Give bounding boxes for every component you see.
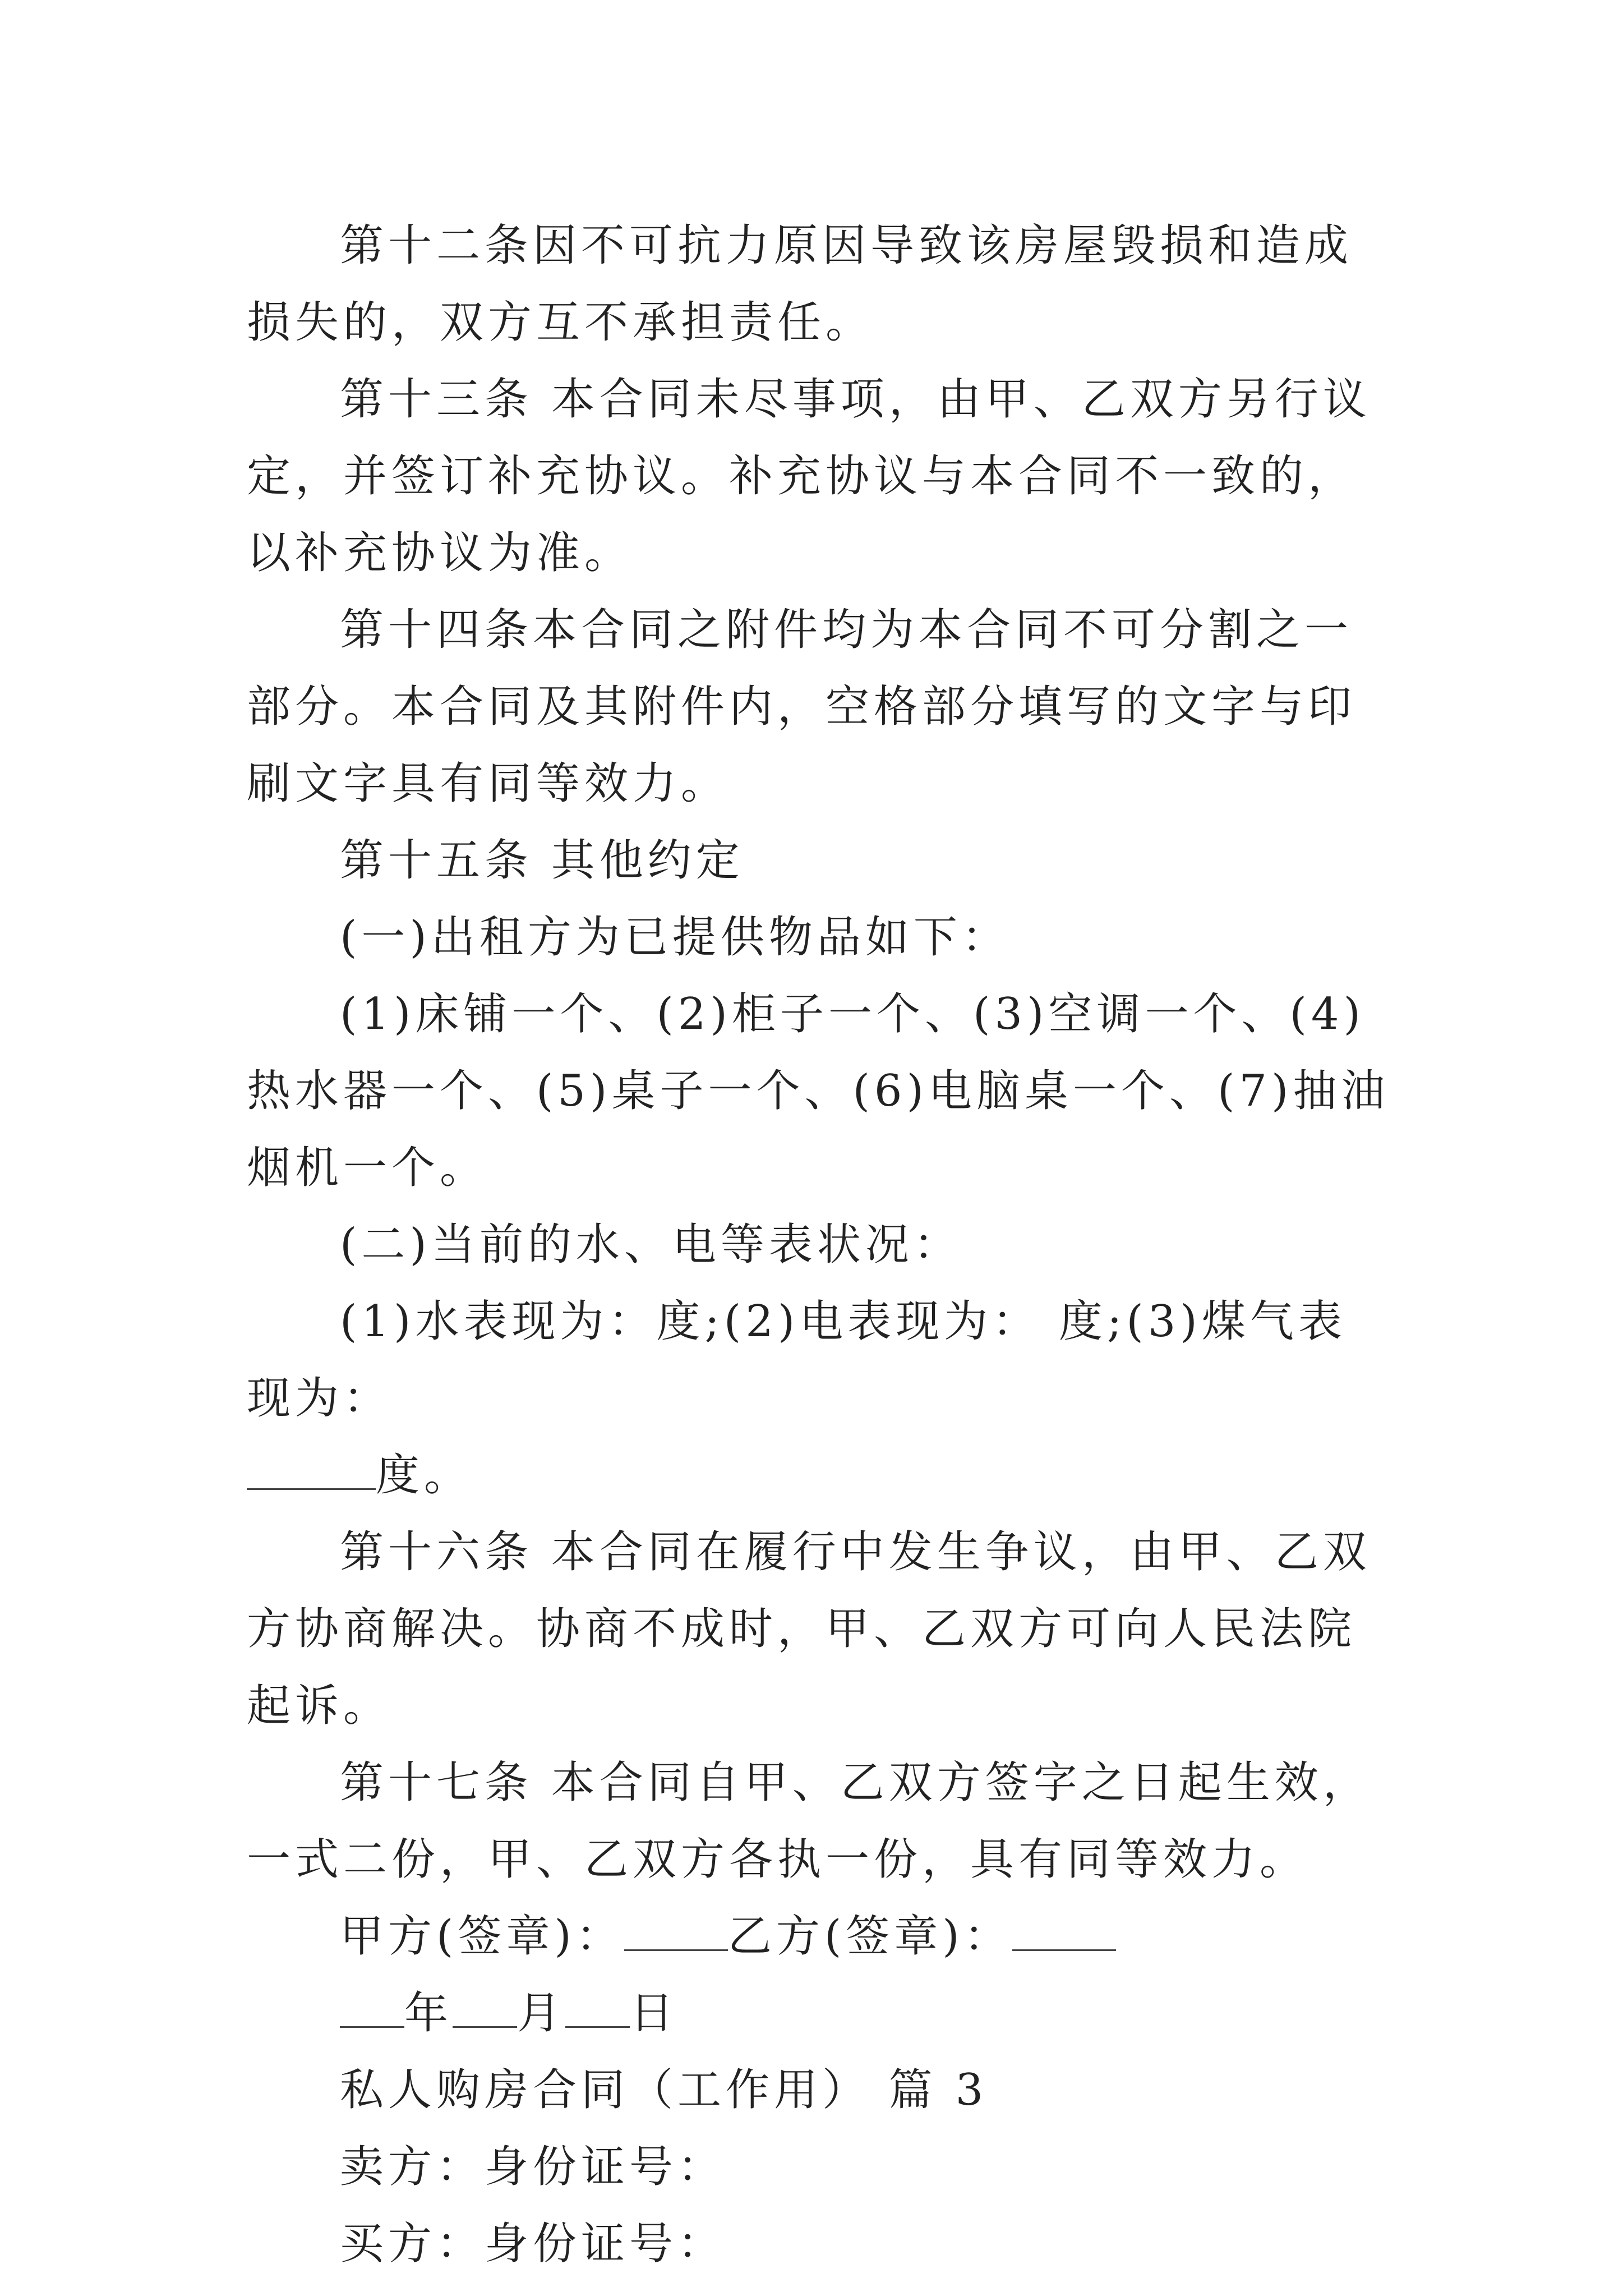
clause-15-item-2-heading: (二)当前的水、电等表状况： xyxy=(340,1220,962,1270)
clause-15-item-1-heading: (一)出租方为已提供物品如下： xyxy=(340,912,1010,963)
clause-16: 第十六条 本合同在履行中发生争议，由甲、乙双方协商解决。协商不成时，甲、乙双方可向人民法院起诉。 xyxy=(247,1527,1371,1731)
blank-line xyxy=(1012,1910,1116,1951)
meter-readings: (1)水表现为：度;(2)电表现为： 度;(3)煤气表现为： xyxy=(247,1296,1347,1424)
meter-tail-text: 度。 xyxy=(376,1450,473,1501)
document-body xyxy=(247,208,1391,2283)
signature-line xyxy=(247,1898,1391,1975)
date-line xyxy=(247,1975,1391,2052)
clause-17: 第十七条 本合同自甲、乙双方签字之日起生效，一式二份，甲、乙双方各执一份，具有同等效力。 xyxy=(247,1757,1371,1885)
blank-line xyxy=(453,1987,517,2028)
clause-15-heading: 第十五条 其他约定 xyxy=(340,835,744,886)
clause-15-furniture-list: (1)床铺一个、(2)柜子一个、(3)空调一个、(4)热水器一个、(5)桌子一个、(6)电脑桌一个、(7)抽油烟机一个。 xyxy=(247,989,1390,1193)
buyer-line: 买方：身份证号： xyxy=(340,2219,726,2269)
party-a-label: 甲方(签章)： xyxy=(340,1911,624,1962)
section-title: 私人购房合同（工作用） 篇 3 xyxy=(340,2065,988,2115)
date-year: 年 xyxy=(404,1988,453,2039)
blank-line xyxy=(340,1987,404,2028)
date-day: 日 xyxy=(630,1988,679,2039)
meter-readings-tail xyxy=(247,1437,1391,1514)
seller-line: 卖方：身份证号： xyxy=(340,2142,726,2192)
clause-13: 第十三条 本合同未尽事项，由甲、乙双方另行议定，并签订补充协议。补充协议与本合同不一致的，以补充协议为准。 xyxy=(247,374,1371,578)
date-month: 月 xyxy=(517,1988,566,2039)
clause-12: 第十二条因不可抗力原因导致该房屋毁损和造成损失的，双方互不承担责任。 xyxy=(247,220,1353,348)
blank-line xyxy=(624,1910,728,1951)
clause-14: 第十四条本合同之附件均为本合同不可分割之一部分。本合同及其附件内，空格部分填写的文字与印刷文字具有同等效力。 xyxy=(247,605,1357,809)
blank-line xyxy=(247,1449,376,1490)
party-b-label: 乙方(签章)： xyxy=(727,1911,1012,1962)
blank-line xyxy=(565,1987,630,2028)
